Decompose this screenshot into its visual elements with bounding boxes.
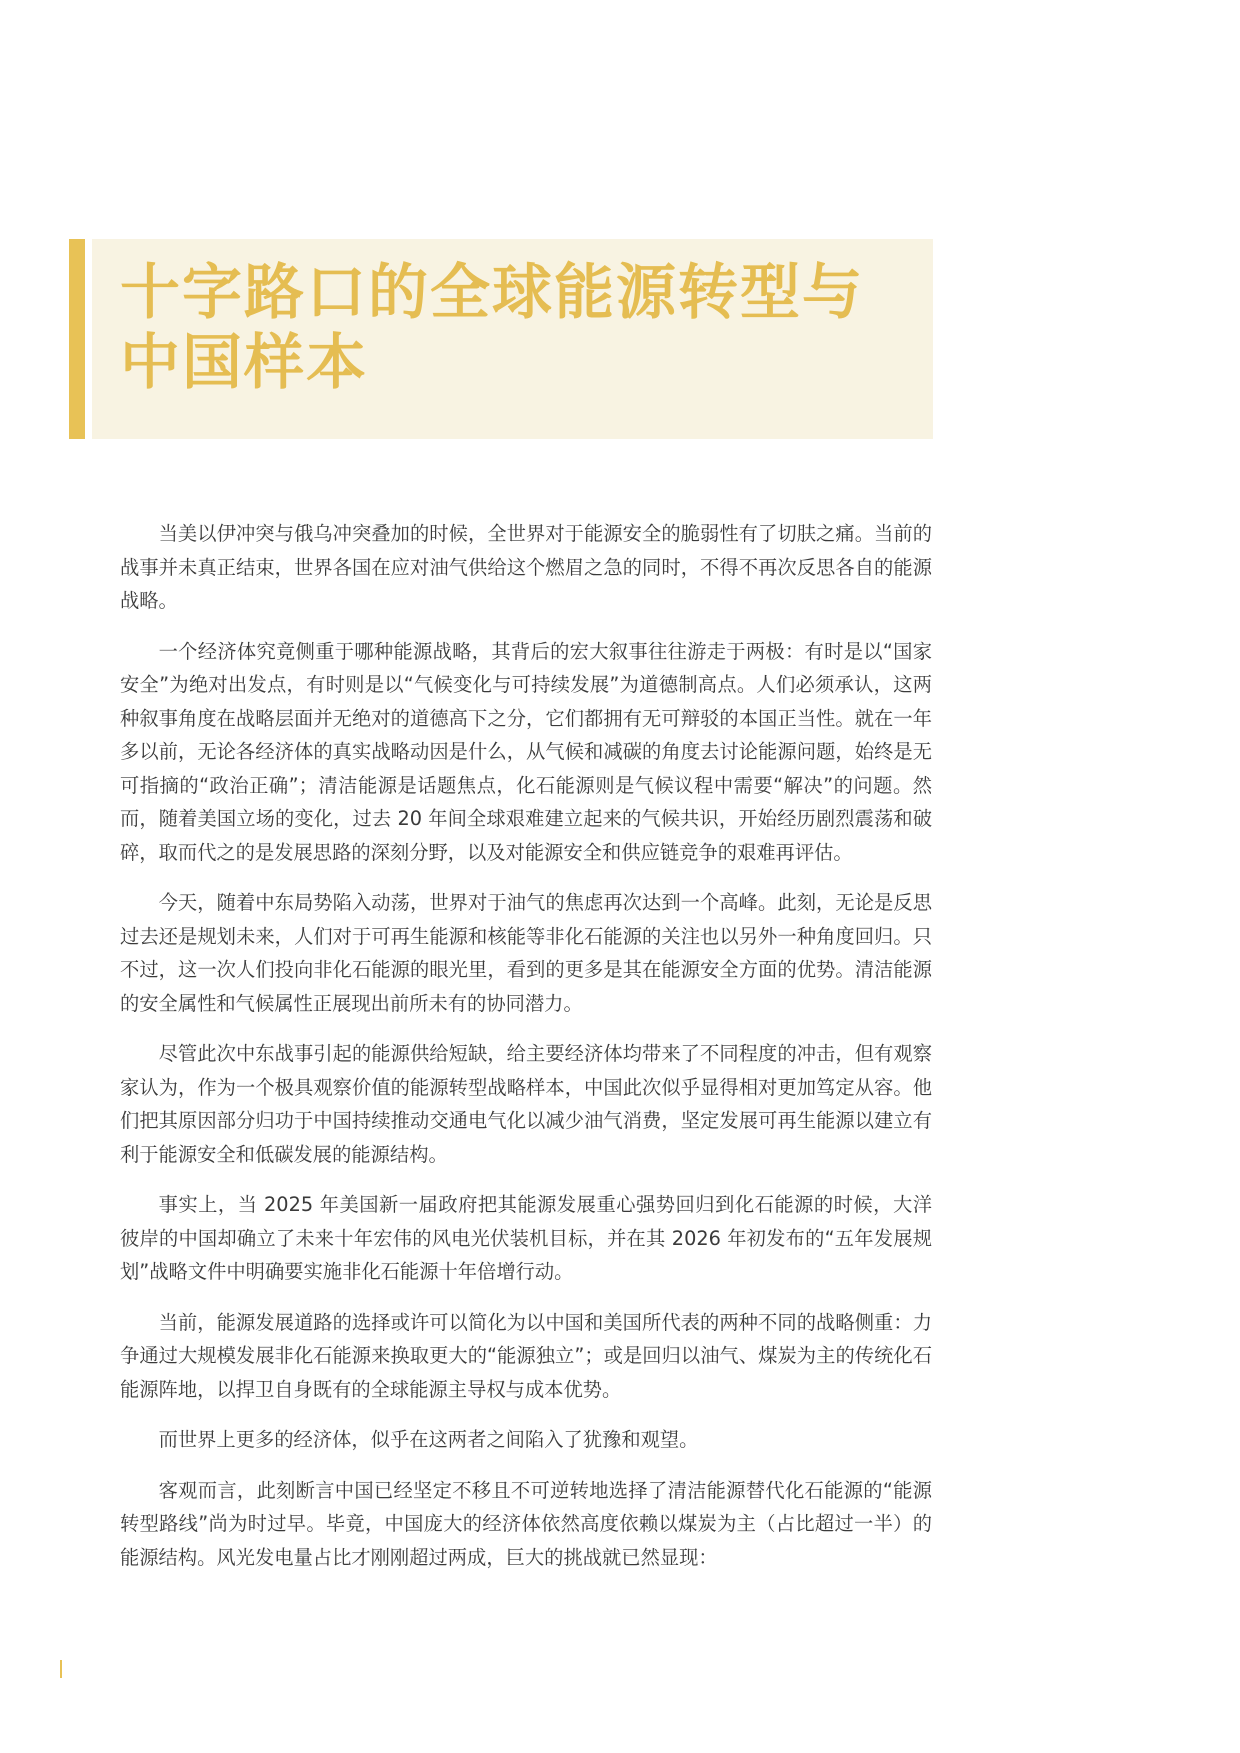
title-accent-bar [69,239,85,439]
page-marker [60,1660,62,1678]
paragraph: 尽管此次中东战事引起的能源供给短缺，给主要经济体均带来了不同程度的冲击，但有观察家认为，作为一个极具观察价值的能源转型战略样本，中国此次似乎显得相对更加笃定从容。他们把其原因部分归功于中国持续推动交通电气化以减少油气消费，坚定发展可再生能源以建立有利于能源安全和低碳发展的能源结构。 [120,1042,932,1166]
paragraph: 今天，随着中东局势陷入动荡，世界对于油气的焦虑再次达到一个高峰。此刻，无论是反思过去还是规划未来，人们对于可再生能源和核能等非化石能源的关注也以另外一种角度回归。只不过，这一次人们投向非化石能源的眼光里，看到的更多是其在能源安全方面的优势。清洁能源的安全属性和气候属性正展现出前所未有的协同潜力。 [120,891,932,1015]
article-title [120,258,920,398]
paragraph: 当美以伊冲突与俄乌冲突叠加的时候，全世界对于能源安全的脆弱性有了切肤之痛。当前的战事并未真正结束，世界各国在应对油气供给这个燃眉之急的同时，不得不再次反思各自的能源战略。 [120,522,932,612]
article-title-line1: 十字路口的全球能源转型与 [120,258,864,328]
article-body [120,517,932,1591]
paragraph: 而世界上更多的经济体，似乎在这两者之间陷入了犹豫和观望。 [158,1428,699,1451]
paragraph: 事实上，当 2025 年美国新一届政府把其能源发展重心强势回归到化石能源的时候，大洋彼岸的中国却确立了未来十年宏伟的风电光伏装机目标，并在其 2026 年初发布的“五年发展规划”战略文件中明确要实施非化石能源十年倍增行动。 [120,1193,932,1283]
article-title-line2: 中国样本 [120,328,368,398]
paragraph: 一个经济体究竟侧重于哪种能源战略，其背后的宏大叙事往往游走于两极：有时是以“国家安全”为绝对出发点，有时则是以“气候变化与可持续发展”为道德制高点。人们必须承认，这两种叙事角度在战略层面并无绝对的道德高下之分，它们都拥有无可辩驳的本国正当性。就在一年多以前，无论各经济体的真实战略动因是什么，从气候和减碳的角度去讨论能源问题，始终是无可指摘的“政治正确”；清洁能源是话题焦点，化石能源则是气候议程中需要“解决”的问题。然而，随着美国立场的变化，过去 20 年间全球艰难建立起来的气候共识，开始经历剧烈震荡和破碎，取而代之的是发展思路的深刻分野，以及对能源安全和供应链竞争的艰难再评估。 [120,639,932,864]
paragraph: 当前，能源发展道路的选择或许可以简化为以中国和美国所代表的两种不同的战略侧重：力争通过大规模发展非化石能源来换取更大的“能源独立”；或是回归以油气、煤炭为主的传统化石能源阵地，以捍卫自身既有的全球能源主导权与成本优势。 [120,1310,932,1401]
paragraph: 客观而言，此刻断言中国已经坚定不移且不可逆转地选择了清洁能源替代化石能源的“能源转型路线”尚为时过早。毕竟，中国庞大的经济体依然高度依赖以煤炭为主（占比超过一半）的能源结构。风光发电量占比才刚刚超过两成，巨大的挑战就已然显现： [120,1478,932,1569]
